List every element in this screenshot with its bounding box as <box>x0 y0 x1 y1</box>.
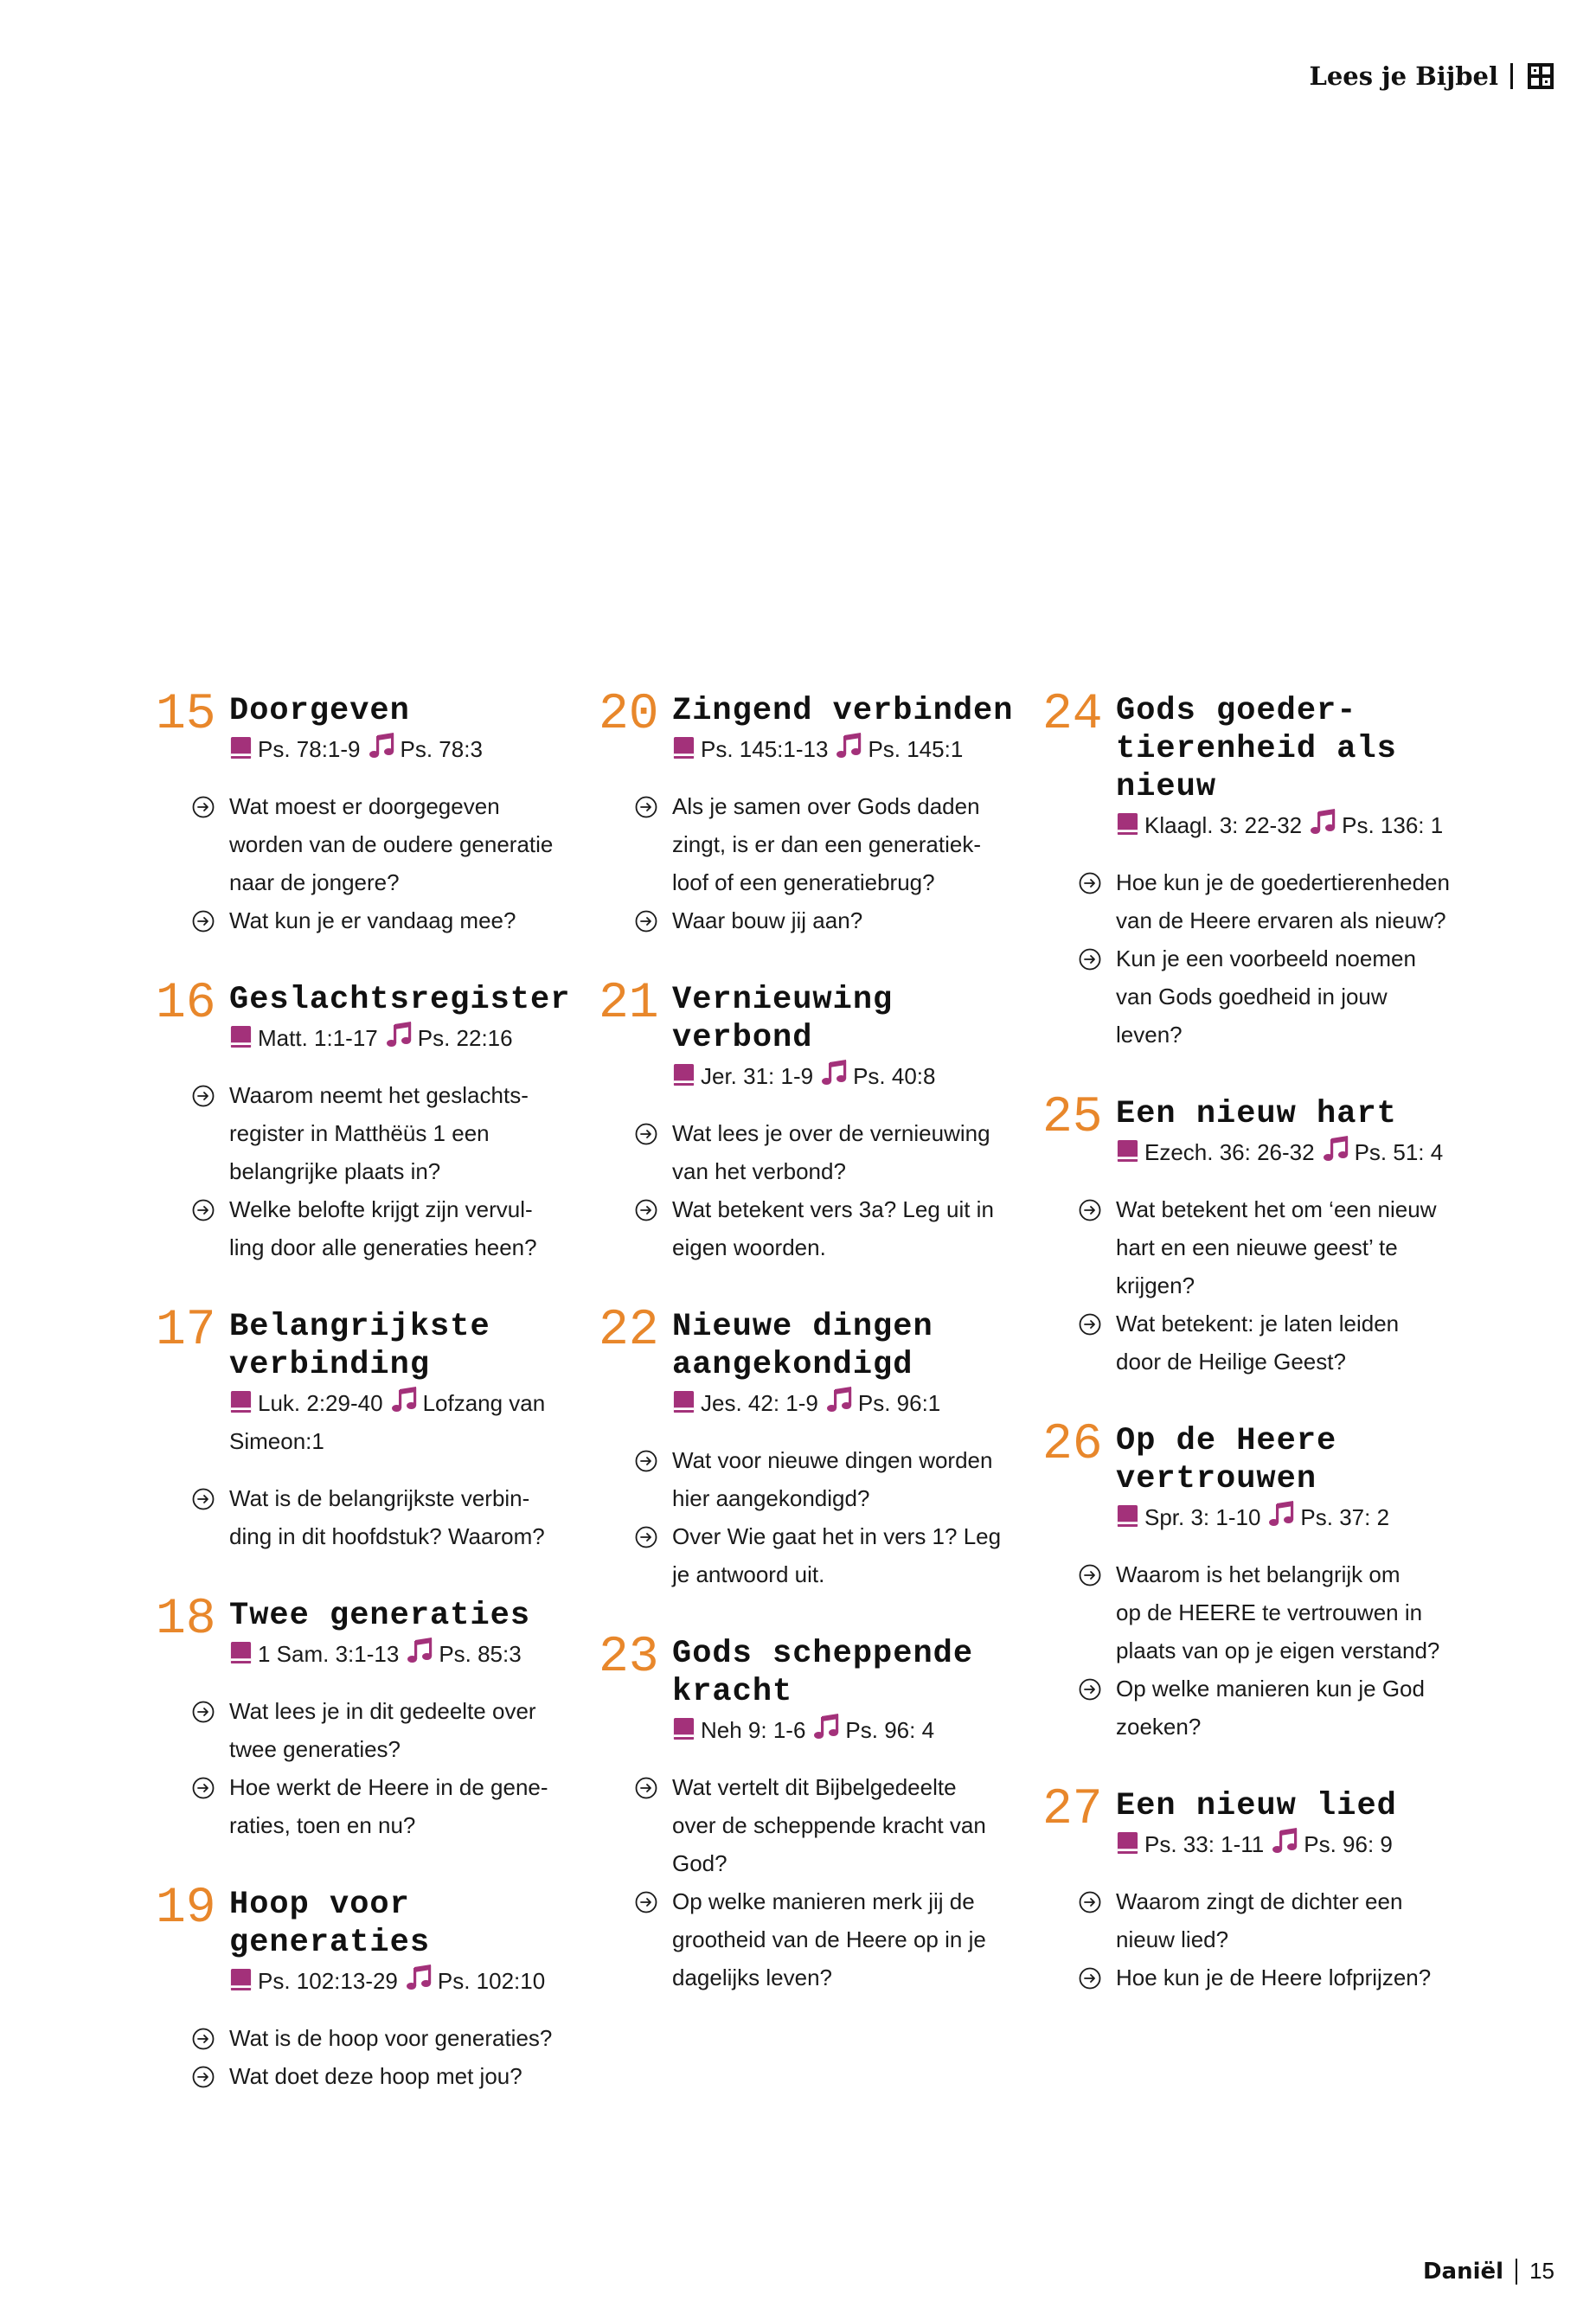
bible-book-icon <box>229 1390 253 1413</box>
question <box>1116 1555 1475 1670</box>
reading-reference: Klaagl. 3: 22-32 <box>1144 812 1303 838</box>
entry-title-line: verbinding <box>229 1347 431 1383</box>
question-list <box>229 1076 588 1266</box>
reading-entry <box>1042 1090 1475 1381</box>
question-line: raties, toen en nu? <box>229 1812 416 1838</box>
song-reference: Ps. 96: 9 <box>1304 1831 1393 1857</box>
entry-title <box>229 692 588 730</box>
question-list <box>229 2019 588 2095</box>
question-line: nieuw lied? <box>1116 1926 1229 1952</box>
entry-title <box>672 1635 1031 1711</box>
arrow-circle-icon <box>1079 1313 1101 1336</box>
question-line: Wat lees je in dit gedeelte over <box>229 1698 536 1724</box>
question-line: plaats van op je eigen verstand? <box>1116 1638 1440 1663</box>
song-reference: Ps. 37: 2 <box>1300 1504 1390 1530</box>
question-line: Waarom is het belangrijk om <box>1116 1561 1401 1587</box>
entry-title <box>672 692 1031 730</box>
question <box>1116 1670 1475 1746</box>
day-number: 20 <box>599 687 659 743</box>
question <box>672 901 1031 939</box>
question-list <box>672 787 1031 939</box>
question <box>672 1441 1031 1517</box>
scripture-references <box>229 730 588 768</box>
reading-entry <box>156 976 588 1266</box>
arrow-circle-icon <box>192 1488 215 1510</box>
scripture-references <box>229 1962 588 2000</box>
question-line: op de HEERE te vertrouwen in <box>1116 1599 1423 1625</box>
arrow-circle-icon <box>1079 1967 1101 1990</box>
arrow-circle-icon <box>635 1777 657 1799</box>
question-line: ding in dit hoofdstuk? Waarom? <box>229 1523 545 1549</box>
page-footer <box>1423 2258 1554 2285</box>
question-line: Kun je een voorbeeld noemen <box>1116 945 1416 971</box>
arrow-circle-icon <box>1079 1678 1101 1701</box>
entry-title-line: vertrouwen <box>1116 1461 1317 1497</box>
question-list <box>1116 1190 1475 1381</box>
entry-title-line: Geslachtsregister <box>229 982 571 1018</box>
entry-title <box>229 1886 588 1962</box>
entry-title-line: tierenheid als <box>1116 731 1397 767</box>
arrow-circle-icon <box>1079 872 1101 894</box>
question-line: hart en een nieuwe geest’ te <box>1116 1234 1398 1260</box>
entry-title-line: aangekondigd <box>672 1347 913 1383</box>
question <box>229 1692 588 1768</box>
question-line: krijgen? <box>1116 1272 1195 1298</box>
arrow-circle-icon <box>192 2028 215 2050</box>
reading-entry <box>599 687 1031 939</box>
question <box>1116 1190 1475 1304</box>
bible-book-icon <box>1116 1831 1139 1855</box>
reading-reference: Neh 9: 1-6 <box>701 1717 806 1743</box>
question <box>672 1882 1031 1997</box>
entry-title-line: verbond <box>672 1020 813 1056</box>
scripture-references <box>672 1384 1031 1422</box>
footer-book-name: Daniël <box>1422 2258 1504 2285</box>
question <box>672 787 1031 901</box>
question <box>1116 863 1475 939</box>
song-reference: Ps. 40:8 <box>853 1063 936 1089</box>
scripture-references <box>672 1057 1031 1095</box>
day-number: 26 <box>1042 1417 1103 1473</box>
entry-title-line: Gods goeder- <box>1116 693 1357 729</box>
reading-reference: Ps. 102:13-29 <box>258 1968 398 1994</box>
song-reference: Ps. 102:10 <box>437 1968 546 1994</box>
question-line: twee generaties? <box>229 1736 401 1762</box>
question <box>229 1479 588 1555</box>
question-line: Over Wie gaat het in vers 1? Leg <box>672 1523 1002 1549</box>
question-line: Hoe werkt de Heere in de gene- <box>229 1774 548 1800</box>
music-note-icon <box>835 731 864 760</box>
question-line: Als je samen over Gods daden <box>672 793 980 819</box>
entry-title-line: generaties <box>229 1925 431 1961</box>
reading-column-2 <box>599 687 1031 2038</box>
music-note-icon <box>368 731 397 760</box>
day-number: 15 <box>156 687 216 743</box>
music-note-icon <box>820 1058 849 1087</box>
day-number: 23 <box>599 1630 659 1686</box>
question-line: Wat vertelt dit Bijbelgedeelte <box>672 1774 957 1800</box>
reading-column-1 <box>156 687 588 2137</box>
question-line: God? <box>672 1850 727 1876</box>
reading-entry <box>1042 1417 1475 1746</box>
arrow-circle-icon <box>192 1777 215 1799</box>
day-number: 18 <box>156 1592 216 1648</box>
song-reference: Ps. 78:3 <box>400 736 483 762</box>
question <box>229 1768 588 1844</box>
scripture-references <box>1116 1825 1475 1863</box>
reading-reference: Spr. 3: 1-10 <box>1144 1504 1261 1530</box>
reading-entry <box>599 976 1031 1266</box>
entry-title-line: Doorgeven <box>229 693 410 729</box>
day-number: 24 <box>1042 687 1103 743</box>
question-line: ling door alle generaties heen? <box>229 1234 537 1260</box>
question-line: Wat is de hoop voor generaties? <box>229 2025 553 2051</box>
entry-title-line: Vernieuwing <box>672 982 894 1018</box>
scripture-references <box>672 1711 1031 1749</box>
question-line: Op welke manieren kun je God <box>1116 1676 1425 1702</box>
reading-reference: Jer. 31: 1-9 <box>701 1063 814 1089</box>
question-line: Waarom zingt de dichter een <box>1116 1888 1403 1914</box>
entry-title-line: Nieuwe dingen <box>672 1309 933 1345</box>
song-reference: Lofzang van <box>422 1390 546 1416</box>
scripture-references <box>672 730 1031 768</box>
arrow-circle-icon <box>1079 1199 1101 1221</box>
day-number: 22 <box>599 1303 659 1359</box>
song-reference: Simeon:1 <box>229 1428 324 1454</box>
song-reference: Ps. 96:1 <box>857 1390 941 1416</box>
question <box>229 1190 588 1266</box>
question-line: van de Heere ervaren als nieuw? <box>1116 907 1446 933</box>
entry-title-line: Twee generaties <box>229 1598 531 1634</box>
entry-title-line: Op de Heere <box>1116 1423 1337 1459</box>
reading-reference: Ps. 33: 1-11 <box>1144 1831 1265 1857</box>
entry-title-line: Belangrijkste <box>229 1309 490 1345</box>
question-line: Op welke manieren merk jij de <box>672 1888 975 1914</box>
entry-title <box>1116 1095 1475 1133</box>
music-note-icon <box>825 1385 855 1414</box>
scripture-references <box>229 1384 588 1422</box>
day-number: 19 <box>156 1881 216 1937</box>
music-note-icon <box>1309 807 1338 836</box>
entry-title <box>672 981 1031 1057</box>
question-line: hier aangekondigd? <box>672 1485 870 1511</box>
question <box>229 901 588 939</box>
music-note-icon <box>406 1636 435 1665</box>
day-number: 25 <box>1042 1090 1103 1146</box>
bible-book-icon <box>1116 812 1139 836</box>
arrow-circle-icon <box>1079 948 1101 971</box>
question-line: over de scheppende kracht van <box>672 1812 986 1838</box>
question-line: Wat betekent: je laten leiden <box>1116 1311 1400 1336</box>
question-list <box>229 1479 588 1555</box>
song-reference: Ps. 51: 4 <box>1354 1139 1444 1165</box>
page-header <box>1309 59 1554 93</box>
bible-book-icon <box>229 1025 253 1048</box>
reading-reference: 1 Sam. 3:1-13 <box>258 1641 400 1667</box>
music-note-icon <box>1267 1499 1297 1529</box>
question-line: Welke belofte krijgt zijn vervul- <box>229 1196 533 1222</box>
entry-title <box>1116 692 1475 806</box>
question-line: worden van de oudere generatie <box>229 831 554 857</box>
question-line: grootheid van de Heere op in je <box>672 1926 986 1952</box>
arrow-circle-icon <box>192 1199 215 1221</box>
question <box>1116 1958 1475 1997</box>
question-line: Wat doet deze hoop met jou? <box>229 2063 522 2089</box>
arrow-circle-icon <box>192 1701 215 1723</box>
question-line: door de Heilige Geest? <box>1116 1349 1346 1375</box>
bible-book-icon <box>229 1968 253 1991</box>
page-number: 15 <box>1529 2258 1554 2284</box>
song-reference: Ps. 85:3 <box>439 1641 522 1667</box>
entry-title <box>229 1308 588 1384</box>
entry-title <box>672 1308 1031 1384</box>
scripture-references <box>229 1019 588 1057</box>
question-line: Hoe kun je de Heere lofprijzen? <box>1116 1965 1432 1990</box>
entry-title-line: Gods scheppende <box>672 1636 974 1672</box>
reading-entry <box>156 1881 588 2095</box>
question-list <box>229 1692 588 1844</box>
question <box>1116 1882 1475 1958</box>
reading-reference: Jes. 42: 1-9 <box>701 1390 818 1416</box>
entry-title-line: Een nieuw hart <box>1116 1096 1397 1132</box>
music-note-icon <box>1271 1826 1300 1856</box>
question-line: zingt, is er dan een generatiek- <box>672 831 981 857</box>
question-line: register in Matthëüs 1 een <box>229 1120 490 1146</box>
music-note-icon <box>405 1963 434 1992</box>
question-line: Wat betekent vers 3a? Leg uit in <box>672 1196 994 1222</box>
scripture-references <box>1116 806 1475 844</box>
day-number: 21 <box>599 976 659 1032</box>
question-line: Wat is de belangrijkste verbin- <box>229 1485 530 1511</box>
reading-entry <box>1042 1782 1475 1997</box>
question-line: Waarom neemt het geslachts- <box>229 1082 529 1108</box>
arrow-circle-icon <box>1079 1891 1101 1913</box>
music-note-icon <box>812 1712 842 1741</box>
bible-book-icon <box>672 1063 695 1086</box>
entry-title-line: Zingend verbinden <box>672 693 1014 729</box>
entry-title-line: nieuw <box>1116 769 1217 805</box>
arrow-circle-icon <box>635 910 657 933</box>
question <box>672 1114 1031 1190</box>
question <box>1116 939 1475 1054</box>
header-divider <box>1510 63 1513 89</box>
reading-entry <box>1042 687 1475 1054</box>
question-line: zoeken? <box>1116 1714 1202 1740</box>
question-list <box>672 1768 1031 1997</box>
question-line: dagelijks leven? <box>672 1965 833 1990</box>
question-line: eigen woorden. <box>672 1234 826 1260</box>
arrow-circle-icon <box>635 1199 657 1221</box>
question <box>672 1768 1031 1882</box>
entry-title-line: kracht <box>672 1674 793 1710</box>
question-line: Wat betekent het om ‘een nieuw <box>1116 1196 1437 1222</box>
bible-book-icon <box>229 736 253 760</box>
entry-title-line: Een nieuw lied <box>1116 1788 1397 1824</box>
question-line: loof of een generatiebrug? <box>672 869 935 895</box>
arrow-circle-icon <box>635 1526 657 1548</box>
question-line: Wat moest er doorgegeven <box>229 793 500 819</box>
day-number: 17 <box>156 1303 216 1359</box>
reading-reference: Ezech. 36: 26-32 <box>1144 1139 1315 1165</box>
day-number: 16 <box>156 976 216 1032</box>
scripture-references <box>1116 1133 1475 1171</box>
question <box>229 1076 588 1190</box>
question <box>229 2019 588 2057</box>
bible-book-icon <box>1116 1504 1139 1528</box>
reading-entry <box>156 1592 588 1844</box>
reading-entry <box>599 1630 1031 1997</box>
question <box>672 1190 1031 1266</box>
bible-book-icon <box>672 1717 695 1740</box>
music-note-icon <box>390 1385 420 1414</box>
entry-title <box>1116 1422 1475 1498</box>
question-list <box>1116 1555 1475 1746</box>
question-list <box>672 1441 1031 1593</box>
question-line: Wat kun je er vandaag mee? <box>229 907 516 933</box>
entry-title <box>1116 1787 1475 1825</box>
scripture-references <box>229 1422 588 1460</box>
question <box>229 2057 588 2095</box>
arrow-circle-icon <box>635 1123 657 1145</box>
reading-entry <box>599 1303 1031 1593</box>
arrow-circle-icon <box>192 1085 215 1107</box>
music-note-icon <box>1322 1134 1351 1163</box>
reading-reference: Luk. 2:29-40 <box>258 1390 383 1416</box>
question <box>229 787 588 901</box>
entry-title-line: Hoop voor <box>229 1887 410 1923</box>
reading-reference: Ps. 145:1-13 <box>701 736 829 762</box>
arrow-circle-icon <box>635 1450 657 1472</box>
bible-book-icon <box>229 1641 253 1664</box>
bible-book-icon <box>1116 1139 1139 1163</box>
question-line: Waar bouw jij aan? <box>672 907 863 933</box>
question-line: leven? <box>1116 1022 1183 1048</box>
question <box>672 1517 1031 1593</box>
song-reference: Ps. 145:1 <box>868 736 964 762</box>
arrow-circle-icon <box>635 796 657 818</box>
reading-reference: Matt. 1:1-17 <box>258 1025 378 1051</box>
question-line: Wat voor nieuwe dingen worden <box>672 1447 993 1473</box>
entry-title <box>229 981 588 1019</box>
song-reference: Ps. 22:16 <box>417 1025 513 1051</box>
question-list <box>672 1114 1031 1266</box>
question-line: Wat lees je over de vernieuwing <box>672 1120 990 1146</box>
music-note-icon <box>385 1020 414 1049</box>
question-line: je antwoord uit. <box>672 1561 825 1587</box>
question-line: belangrijke plaats in? <box>229 1158 441 1184</box>
arrow-circle-icon <box>192 910 215 933</box>
question-list <box>1116 863 1475 1054</box>
question-line: Hoe kun je de goedertierenheden <box>1116 869 1450 895</box>
question-line: naar de jongere? <box>229 869 400 895</box>
arrow-circle-icon <box>192 2066 215 2088</box>
question-line: van het verbond? <box>672 1158 846 1184</box>
reading-entry <box>156 687 588 939</box>
reading-entry <box>156 1303 588 1555</box>
lees-je-bijbel-logo-icon <box>1527 62 1554 90</box>
bible-book-icon <box>672 736 695 760</box>
reading-column-3 <box>1042 687 1475 2038</box>
song-reference: Ps. 136: 1 <box>1342 812 1444 838</box>
arrow-circle-icon <box>1079 1564 1101 1586</box>
question-list <box>229 787 588 939</box>
header-title: Lees je Bijbel <box>1309 61 1498 91</box>
arrow-circle-icon <box>635 1891 657 1913</box>
question-line: van Gods goedheid in jouw <box>1116 984 1388 1009</box>
question-list <box>1116 1882 1475 1997</box>
reading-reference: Ps. 78:1-9 <box>258 736 361 762</box>
footer-divider <box>1516 2259 1517 2285</box>
scripture-references <box>1116 1498 1475 1536</box>
question <box>1116 1304 1475 1381</box>
bible-book-icon <box>672 1390 695 1413</box>
arrow-circle-icon <box>192 796 215 818</box>
day-number: 27 <box>1042 1782 1103 1838</box>
scripture-references <box>229 1635 588 1673</box>
song-reference: Ps. 96: 4 <box>845 1717 935 1743</box>
entry-title <box>229 1597 588 1635</box>
